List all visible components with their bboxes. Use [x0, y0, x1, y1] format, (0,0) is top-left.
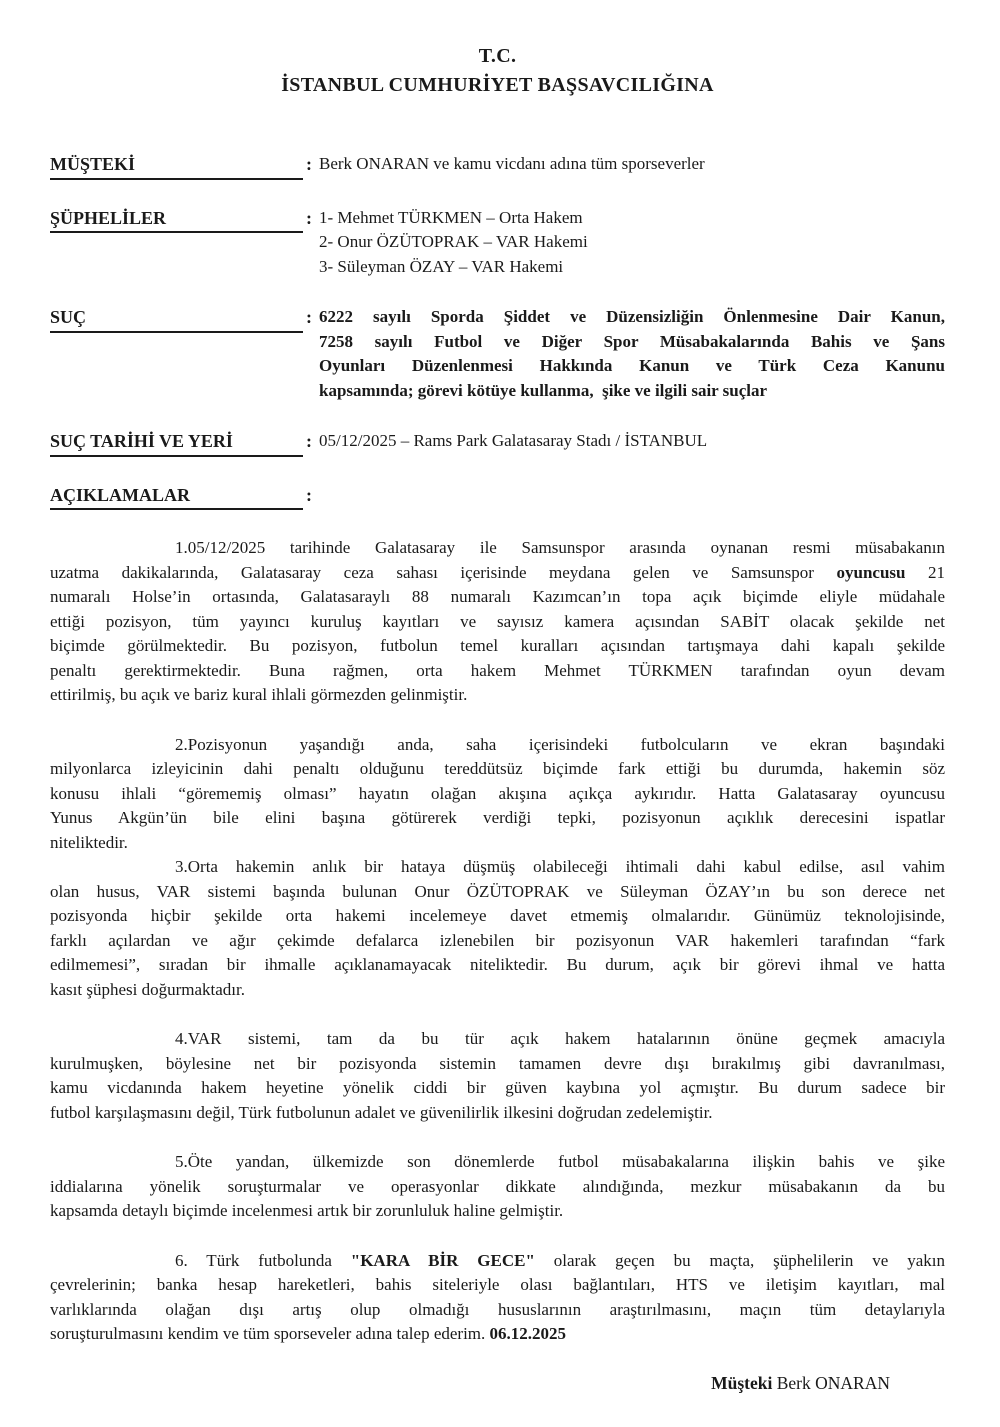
paragraph-line — [50, 683, 945, 708]
paragraph-line — [50, 1101, 945, 1126]
text-run: numaralı Holse’in ortasında, Galatasaraylı 88 numaralı Kazımcan’ın topa açık biçimde eliyle müdahale — [50, 587, 945, 606]
paragraph-3 — [50, 855, 945, 1002]
statement-paragraphs — [50, 536, 945, 1347]
field-colon: : — [306, 207, 312, 228]
field-line: kapsamında; görevi kötüye kullanma, şike ve ilgili sair suçlar — [319, 380, 768, 400]
paragraph-line — [50, 1249, 945, 1274]
text-run: 1.05/12/2025 tarihinde Galatasaray ile Samsunspor arasında oynanan resmi müsabakanın — [175, 538, 945, 557]
paragraph-line — [50, 659, 945, 684]
text-run: 5.Öte yandan, ülkemizde son dönemlerde futbol müsabakalarına ilişkin bahis ve şike — [175, 1152, 945, 1171]
text-run: uzatma dakikalarında, Galatasaray ceza sahası içerisinde meydana gelen ve Samsunspor — [50, 562, 837, 582]
text-run: ettiği pozisyon, tüm yayıncı kuruluş kayıtları ve sayısız kamera açısından SABİT olacak şekilde net — [50, 611, 945, 631]
field-line: 1- Mehmet TÜRKMEN – Orta Hakem — [319, 207, 583, 227]
paragraph-line — [50, 880, 945, 905]
paragraph-line — [50, 1273, 945, 1298]
text-run: ettirilmiş, bu açık ve bariz kural ihlali görmezden gelinmiştir. — [50, 685, 468, 704]
field-value-supheliler — [319, 206, 945, 280]
text-run: niteliktedir. — [50, 832, 128, 852]
text-run: kamu vicdanında hakem heyetine yönelik ciddi bir güven kaybına yol açmıştır. Bu durum sadece bir — [50, 1078, 945, 1097]
text-run: kurulmuşken, böylesine net bir pozisyonda sistemin tamamen devre dışı bırakılmış gibi davranılması, — [50, 1053, 945, 1073]
field-line: 05/12/2025 – Rams Park Galatasaray Stadı / İSTANBUL — [319, 431, 708, 450]
field-value-suc — [319, 305, 945, 403]
paragraph-2 — [50, 733, 945, 856]
field-section — [50, 152, 945, 510]
paragraph-line — [50, 953, 945, 978]
text-run: soruşturulmasını kendim ve tüm sporseveler adına talep ederim. — [50, 1324, 490, 1343]
paragraph-line — [50, 806, 945, 831]
field-value-suc-tarihi-ve-yeri — [319, 429, 945, 454]
paragraph-line — [50, 536, 945, 561]
field-line: Berk ONARAN ve kamu vicdanı adına tüm sporseverler — [319, 154, 705, 173]
signature — [50, 1371, 945, 1396]
text-run: edilmemesi”, sıradan bir ihmalle açıklanamayacak niteliktedir. Bu durum, açık bir görevi ihmal ve hatta — [50, 955, 945, 974]
text-run: iddialarına yönelik soruşturmalar ve operasyonlar dikkate alındığında, mezkur müsabakanın da bu — [50, 1176, 945, 1196]
field-value-musteki — [319, 152, 945, 177]
text-run: 6. Türk futbolunda — [175, 1250, 351, 1270]
signature-name: Berk ONARAN — [772, 1372, 890, 1393]
field-musteki — [50, 152, 945, 180]
bold-text-run: 06.12.2025 — [489, 1324, 567, 1343]
field-line: 3- Süleyman ÖZAY – VAR Hakemi — [319, 256, 564, 276]
paragraph-line — [50, 782, 945, 807]
paragraph-line — [50, 561, 945, 586]
field-label-musteki: MÜŞTEKİ — [50, 152, 303, 180]
paragraph-line — [50, 1027, 945, 1052]
field-colon: : — [306, 154, 312, 174]
paragraph-line — [50, 585, 945, 610]
text-run: futbol karşılaşmasını değil, Türk futbolunun adalet ve güvenilirlik ilkesini doğrudan zedelemiştir. — [50, 1102, 713, 1122]
paragraph-6 — [50, 1249, 945, 1347]
paragraph-line — [50, 1175, 945, 1200]
paragraph-line — [50, 1076, 945, 1101]
document-header — [50, 42, 945, 100]
field-label-aciklamalar: AÇIKLAMALAR — [50, 483, 303, 511]
paragraph-1 — [50, 536, 945, 708]
text-run: kasıt şüphesi doğurmaktadır. — [50, 979, 246, 999]
paragraph-5 — [50, 1150, 945, 1224]
text-run: konusu ihlali “görememiş olması” hayatın olağan akışına açıkça aykırıdır. Hatta Galatasaray oyuncusu — [50, 783, 945, 803]
field-line: Oyunları Düzenlenmesi Hakkında Kanun ve Türk Ceza Kanunu — [319, 356, 945, 375]
header-tc: T.C. — [478, 45, 517, 67]
field-colon: : — [306, 484, 312, 505]
field-line: 6222 sayılı Sporda Şiddet ve Düzensizliğin Önlenmesine Dair Kanun, — [319, 307, 945, 326]
paragraph-line — [50, 831, 945, 856]
field-label-suc-tarihi-ve-yeri: SUÇ TARİHİ VE YERİ — [50, 429, 303, 457]
text-run: Yunus Akgün’ün bile elini başına götürerek verdiği tepki, pozisyonun açıklık derecesini ispatlar — [50, 808, 945, 827]
text-run: olarak geçen bu maçta, şüphelilerin ve yakın — [534, 1250, 945, 1270]
text-run: 4.VAR sistemi, tam da bu tür açık hakem hatalarının önüne geçmek amacıyla — [175, 1029, 945, 1048]
paragraph-line — [50, 1052, 945, 1077]
field-line: 7258 sayılı Futbol ve Diğer Spor Müsabakalarında Bahis ve Şans — [319, 331, 945, 351]
paragraph-line — [50, 610, 945, 635]
paragraph-line — [50, 1199, 945, 1224]
signature-role: Müşteki — [711, 1372, 773, 1393]
field-label-suc: SUÇ — [50, 305, 303, 333]
field-supheliler — [50, 206, 945, 280]
paragraph-line — [50, 929, 945, 954]
text-run: 21 — [905, 562, 946, 582]
text-run: pozisyonda hiçbir şekilde orta hakemi incelemeye davet etmemiş olmalarıdır. Günümüz teknolojisinde, — [50, 906, 945, 925]
field-suc — [50, 305, 945, 403]
text-run: varlıklarında olağan dışı artış olup olmadığı hususlarının araştırılmasını, maçın tüm detaylarıyla — [50, 1299, 945, 1319]
field-colon: : — [306, 307, 312, 327]
field-suc-tarihi-ve-yeri — [50, 429, 945, 457]
paragraph-line — [50, 978, 945, 1003]
text-run: farklı açılardan ve ağır çekimde defalarca izlenebilen bir pozisyonun VAR hakemleri tarafından “fark — [50, 930, 945, 950]
field-colon: : — [306, 431, 312, 451]
text-run: olan husus, VAR sistemi başında bulunan Onur ÖZÜTOPRAK ve Süleyman ÖZAY’ın bu son derece net — [50, 881, 945, 901]
paragraph-line — [50, 904, 945, 929]
text-run: milyonlarca izleyicinin dahi penaltı olduğunu tereddütsüz biçimde fark ettiği bu durumda, hakemin söz — [50, 759, 945, 778]
text-run: penaltı gerektirmektedir. Buna rağmen, orta hakem Mehmet TÜRKMEN tarafından oyun devam — [50, 660, 945, 680]
paragraph-4 — [50, 1027, 945, 1125]
field-line: 2- Onur ÖZÜTOPRAK – VAR Hakemi — [319, 232, 588, 251]
paragraph-line — [50, 757, 945, 782]
header-court-title: İSTANBUL CUMHURİYET BAŞSAVCILIĞINA — [281, 74, 714, 96]
paragraph-line — [50, 1298, 945, 1323]
paragraph-line — [50, 634, 945, 659]
paragraph-line — [50, 1322, 945, 1347]
bold-text-run: oyuncusu — [836, 562, 906, 582]
field-aciklamalar — [50, 483, 945, 511]
text-run: 2.Pozisyonun yaşandığı anda, saha içerisindeki futbolcuların ve ekran başındaki — [175, 734, 945, 754]
text-run: biçimde görülmektedir. Bu pozisyon, futbolun temel kuralları açısından tartışmaya dahi kapalı şekilde — [50, 636, 945, 655]
paragraph-line — [50, 1150, 945, 1175]
text-run: 3.Orta hakemin anlık bir hataya düşmüş olabileceği ihtimali dahi kabul edilse, asıl vahim — [175, 857, 945, 876]
text-run: kapsamda detaylı biçimde incelenmesi artık bir zorunluluk haline gelmiştir. — [50, 1201, 564, 1220]
text-run: çevrelerinin; banka hesap hareketleri, bahis siteleriyle olası bağlantıları, HTS ve iletişim kayıtları, mal — [50, 1275, 945, 1294]
paragraph-line — [50, 855, 945, 880]
paragraph-line — [50, 733, 945, 758]
bold-text-run: "KARA BİR GECE" — [350, 1250, 535, 1270]
field-label-supheliler: ŞÜPHELİLER — [50, 206, 303, 234]
